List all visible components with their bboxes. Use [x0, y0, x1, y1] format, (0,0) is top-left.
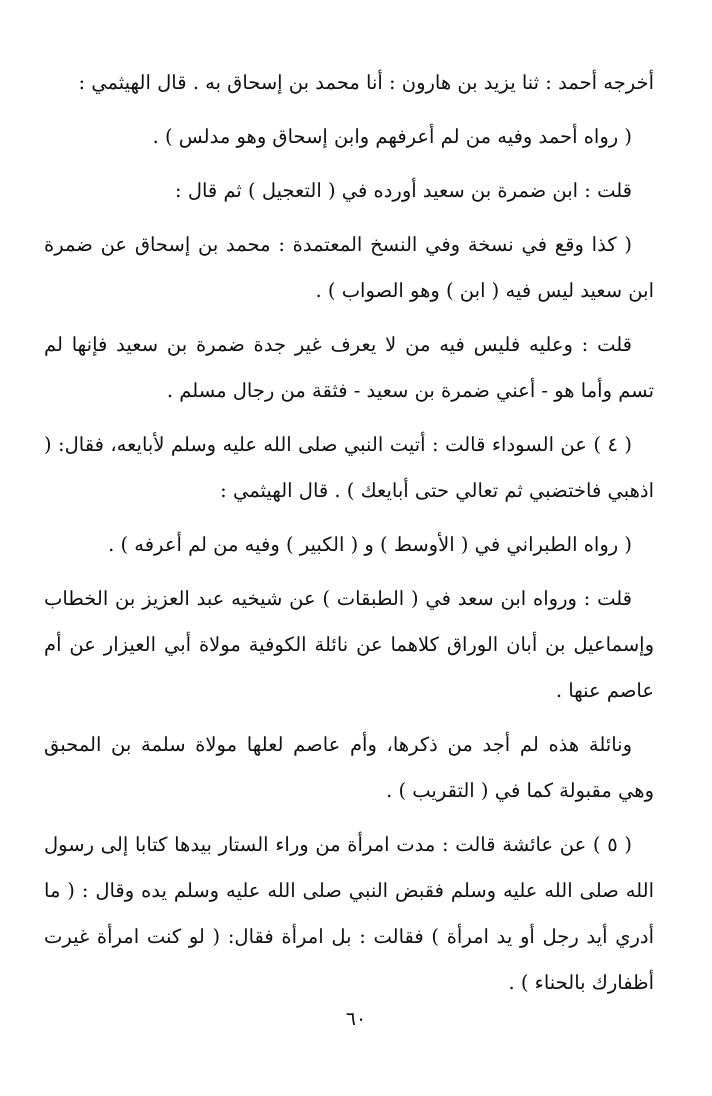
paragraph-10: ( ٥ ) عن عائشة قالت : مدت امرأة من وراء الستار بيدها كتابا إلى رسول الله صلى الله عليه وسلم فقبض النبي صلى الله عليه وسلم يده وقال : ( ما أدري أيد رجل أو يد امرأة ) فقالت : بل امرأة فقال: ( لو كنت امرأة غيرت أظفارك بالحناء ) .	[44, 833, 654, 994]
paragraph-2: ( رواه أحمد وفيه من لم أعرفهم وابن إسحاق وهو مدلس ) .	[152, 125, 632, 148]
paragraph-4: ( كذا وقع في نسخة وفي النسخ المعتمدة : محمد بن إسحاق عن ضمرة ابن سعيد ليس فيه ( ابن ) وهو الصواب ) .	[44, 233, 654, 302]
paragraph-8: قلت : ورواه ابن سعد في ( الطبقات ) عن شيخيه عبد العزيز بن الخطاب وإسماعيل بن أبان الوراق كلاهما عن نائلة الكوفية مولاة أبي العيزار عن أم عاصم عنها .	[44, 587, 654, 702]
paragraph-6: ( ٤ ) عن السوداء قالت : أتيت النبي صلى الله عليه وسلم لأبايعه، فقال: ( اذهبي فاختضبي ثم تعالي حتى أبايعك ) . قال الهيثمي :	[44, 433, 654, 502]
paragraph-3: قلت : ابن ضمرة بن سعيد أورده في ( التعجيل ) ثم قال :	[175, 179, 632, 202]
paragraph-7: ( رواه الطبراني في ( الأوسط ) و ( الكبير ) وفيه من لم أعرفه ) .	[108, 533, 632, 556]
paragraph-5: قلت : وعليه فليس فيه من لا يعرف غير جدة ضمرة بن سعيد فإنها لم تسم وأما هو - أعني ضمرة بن سعيد - فثقة من رجال مسلم .	[44, 333, 654, 402]
paragraph-9: ونائلة هذه لم أجد من ذكرها، وأم عاصم لعلها مولاة سلمة بن المحبق وهي مقبولة كما في ( التقريب ) .	[44, 733, 654, 802]
page-number: ٦٠	[345, 1008, 367, 1030]
page-body	[44, 60, 654, 1006]
paragraph-1: أخرجه أحمد : ثنا يزيد بن هارون : أنا محمد بن إسحاق به . قال الهيثمي :	[78, 71, 654, 94]
